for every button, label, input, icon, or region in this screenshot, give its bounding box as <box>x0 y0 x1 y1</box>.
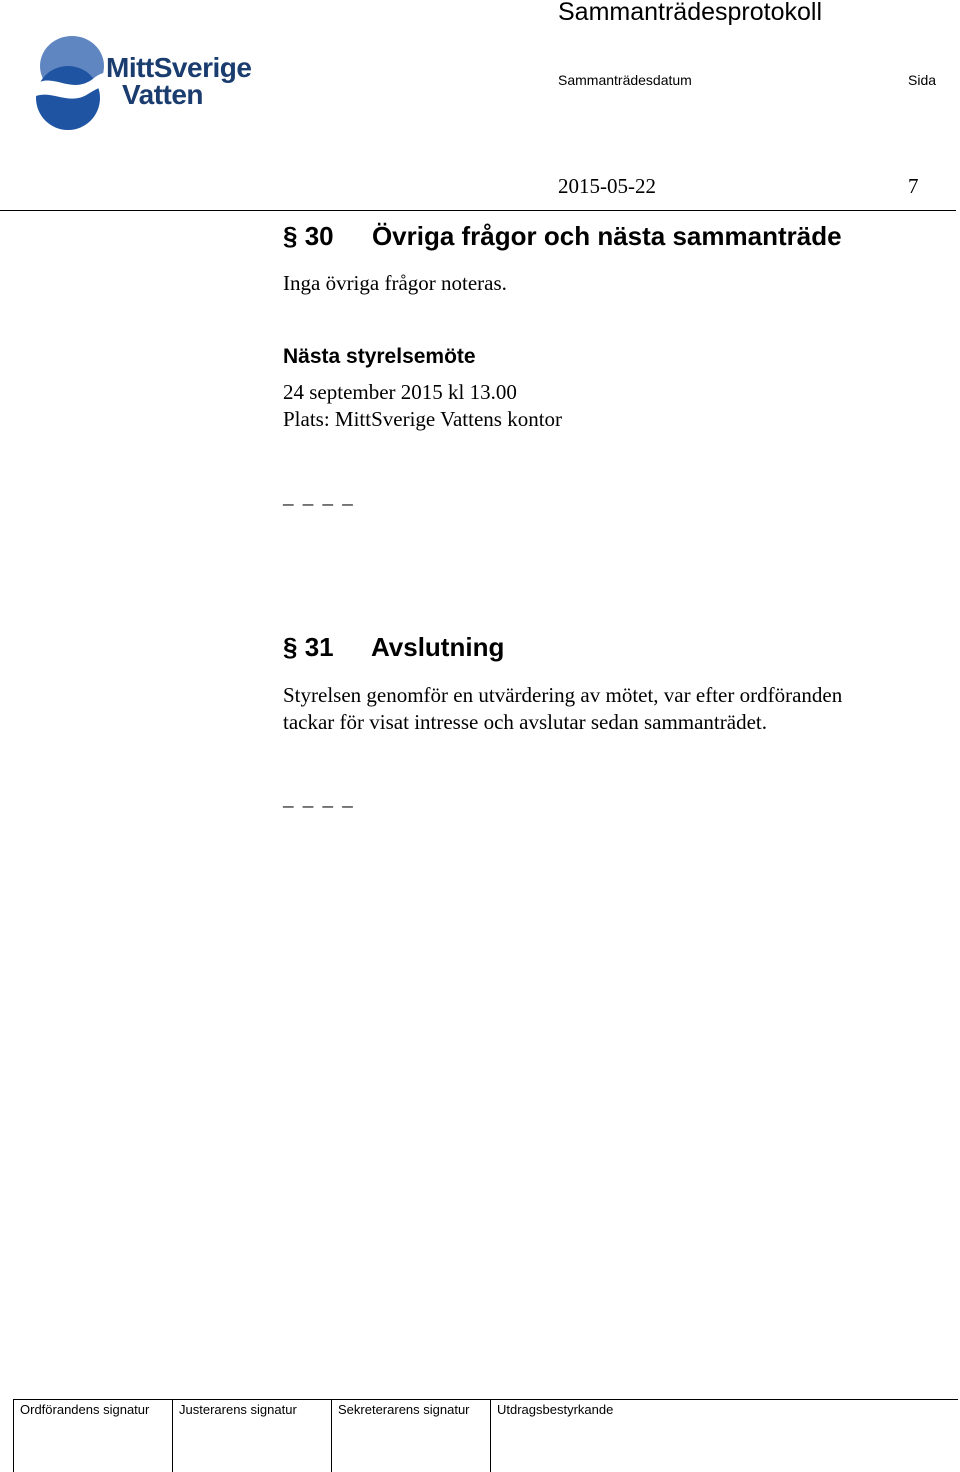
logo-wordmark <box>106 54 251 108</box>
next-meeting-place: Plats: MittSverige Vattens kontor <box>283 407 563 431</box>
secretary-signature-box <box>331 1400 491 1472</box>
extract-certification-box <box>490 1400 691 1472</box>
adjuster-signature-box <box>172 1400 332 1472</box>
document-title: Sammanträdesprotokoll <box>558 0 823 26</box>
section-title: Avslutning <box>370 632 505 662</box>
section-30-heading <box>283 221 842 252</box>
section-symbol: § <box>283 221 298 251</box>
mittsverige-vatten-logo <box>34 26 284 136</box>
next-meeting-time: 24 september 2015 kl 13.00 <box>283 380 517 404</box>
section-30-paragraph: Inga övriga frågor noteras. <box>283 271 507 295</box>
next-meeting-heading: Nästa styrelsemöte <box>283 345 476 368</box>
section-symbol: § <box>283 632 298 662</box>
section-number: 30 <box>304 221 334 251</box>
page-number: 7 <box>908 174 919 198</box>
meeting-date: 2015-05-22 <box>558 174 656 198</box>
meeting-date-label: Sammanträdesdatum <box>558 72 692 88</box>
extract-certification-label: Utdragsbestyrkande <box>497 1402 614 1417</box>
chair-signature-label: Ordförandens signatur <box>20 1402 150 1417</box>
section-number: 31 <box>304 632 334 662</box>
section-separator: _ _ _ _ <box>283 484 355 508</box>
logo-line-2: Vatten <box>122 79 204 110</box>
section-31-line-1: Styrelsen genomför en utvärdering av mötet, var efter ordföranden <box>283 683 843 707</box>
logo-line-1: MittSverige <box>106 52 252 83</box>
section-31-heading <box>283 632 504 663</box>
adjuster-signature-label: Justerarens signatur <box>179 1402 297 1417</box>
page-label: Sida <box>908 72 937 88</box>
section-separator: _ _ _ _ <box>283 786 355 810</box>
secretary-signature-label: Sekreterarens signatur <box>338 1402 470 1417</box>
header-divider <box>0 210 956 211</box>
chair-signature-box <box>13 1400 173 1472</box>
section-31-line-2: tackar för visat intresse och avslutar sedan sammanträdet. <box>283 710 767 734</box>
section-title: Övriga frågor och nästa sammanträde <box>371 221 842 251</box>
